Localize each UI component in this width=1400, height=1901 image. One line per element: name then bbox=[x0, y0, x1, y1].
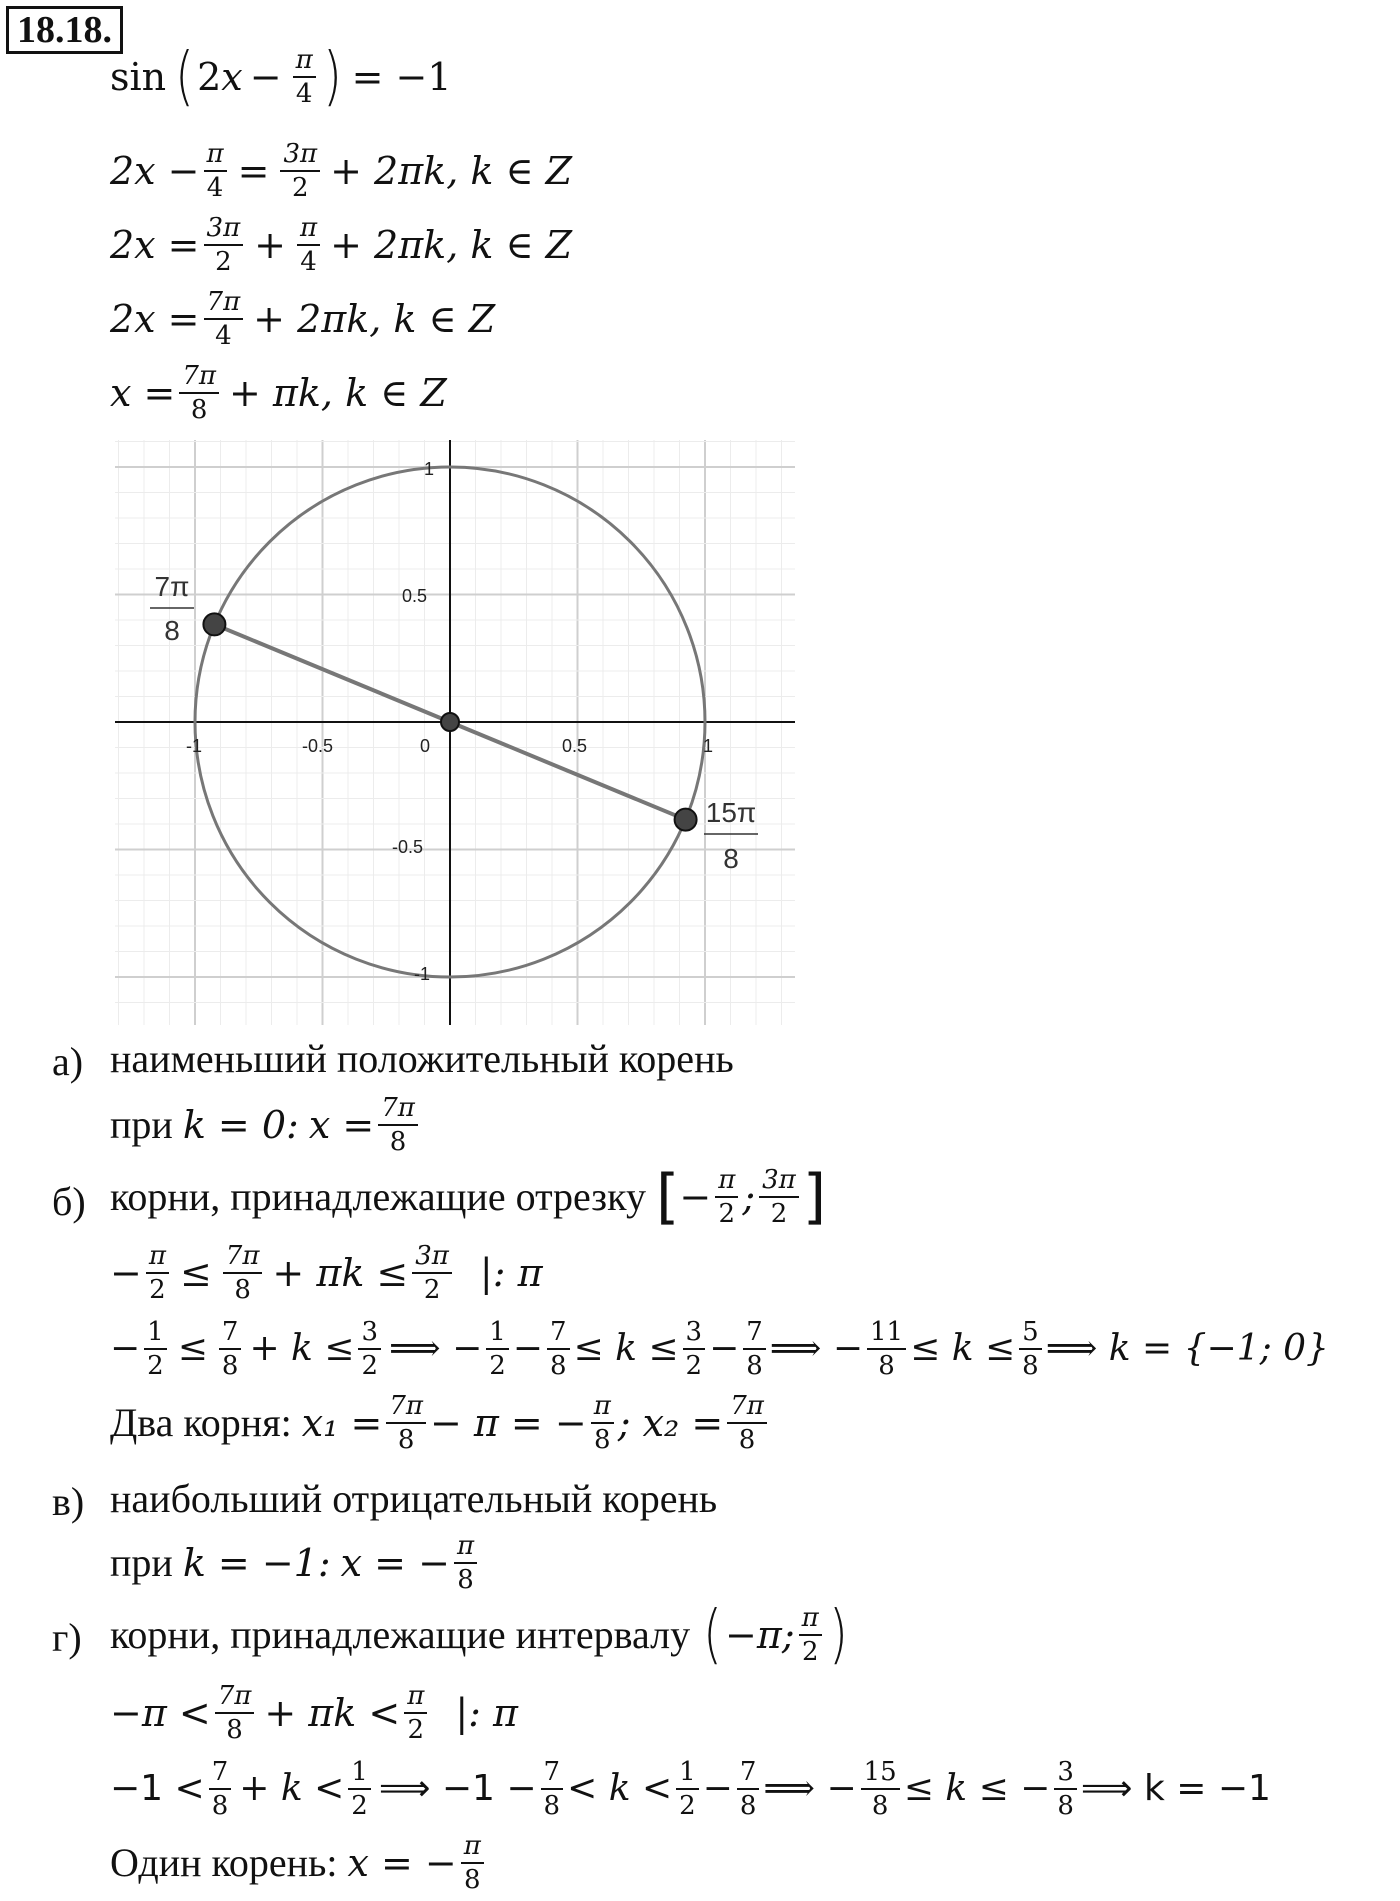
svg-text:8: 8 bbox=[723, 843, 739, 874]
x-tick-neg1: -1 bbox=[186, 736, 203, 756]
part-b-line-4: Два корня: x₁ = $\frac{7\pi}{8}$ − π = − $\frac{\pi}{8}$ ; x₂ = $\frac{7\pi}{8}$ bbox=[110, 1394, 771, 1452]
equation-line-5: x = $\frac{7\pi}{8}$ + πk, k ∈ Z bbox=[110, 361, 447, 425]
equation-line-2: 2x − $\frac{\pi}{4}$ = $\frac{3\pi}{2}$ + 2πk, k ∈ Z bbox=[110, 139, 573, 203]
y-tick-neg05: -0.5 bbox=[392, 837, 424, 857]
part-d-title: корни, принадлежащие интервалу ( −π; $\frac{\pi}{2}$ ) bbox=[110, 1598, 848, 1672]
part-c-label: в) bbox=[52, 1479, 85, 1524]
part-d-label: г) bbox=[52, 1615, 82, 1660]
point-7pi-8 bbox=[203, 613, 225, 635]
x-tick-0: 0 bbox=[420, 736, 431, 756]
svg-text:8: 8 bbox=[164, 615, 180, 646]
y-tick-05: 0.5 bbox=[402, 586, 428, 606]
part-d-line-2: −π < $\frac{7\pi}{8}$ + πk < $\frac{\pi}{2}$ |: π bbox=[110, 1681, 518, 1745]
part-a-title: наименьший положительный корень bbox=[110, 1036, 734, 1081]
equation-line-3: 2x = $\frac{3\pi}{2}$ + $\frac{\pi}{4}$ + 2πk, k ∈ Z bbox=[110, 213, 573, 277]
grid bbox=[115, 440, 795, 1025]
part-d-line-4: Один корень: x = − $\frac{\pi}{8}$ bbox=[110, 1834, 488, 1892]
svg-text:15π: 15π bbox=[705, 797, 757, 828]
point-15pi-8 bbox=[675, 809, 697, 831]
svg-text:7π: 7π bbox=[154, 571, 190, 602]
x-tick-neg05: -0.5 bbox=[302, 736, 334, 756]
part-b-label: б) bbox=[52, 1179, 86, 1224]
part-c-title: наибольший отрицательный корень bbox=[110, 1476, 718, 1521]
part-b-title: корни, принадлежащие отрезку [ − $\frac{\pi}{2}$ ; $\frac{3\pi}{2}$ ] bbox=[110, 1162, 827, 1232]
equation-line-4: 2x = $\frac{7\pi}{4}$ + 2πk, k ∈ Z bbox=[110, 287, 496, 351]
y-tick-1: 1 bbox=[424, 459, 435, 479]
part-b-line-2: − $\frac{\pi}{2}$ ≤ $\frac{7\pi}{8}$ + πk ≤ $\frac{3\pi}{2}$ |: π bbox=[110, 1241, 543, 1305]
part-a-label: а) bbox=[52, 1039, 84, 1084]
part-b-line-3: − $\frac{1}{2}$ ≤ $\frac{7}{8}$ + k ≤ $\frac{3}{2}$ ⟹ − $\frac{1}{2}$ − $\frac{7}{8}$ ≤ k ≤ $\frac{3}{2}$ − $\frac{7}{8}$ ⟹ − $\frac{11}{8}$ ≤ k ≤ $\frac{5}{8}$ ⟹ k = {−1; 0} bbox=[110, 1317, 1329, 1381]
x-tick-1: 1 bbox=[703, 736, 714, 756]
y-tick-neg1: -1 bbox=[414, 964, 431, 984]
part-d-line-3: −1 < $\frac{7}{8}$ + k < $\frac{1}{2}$ ⟹ −1 − $\frac{7}{8}$ < k < $\frac{1}{2}$ − $\frac{7}{8}$ ⟹ − $\frac{15}{8}$ ≤ k ≤ − $\frac{3}{8}$ ⟹ k = −1 bbox=[110, 1757, 1271, 1821]
label-7pi-8 bbox=[150, 571, 194, 646]
x-tick-05: 0.5 bbox=[562, 736, 588, 756]
origin-point bbox=[441, 713, 459, 731]
equation-line-1: sin ( 2 x − $\frac{\pi}{4}$ ) = −1 bbox=[110, 40, 452, 114]
problem-number: 18.18. bbox=[6, 6, 123, 54]
part-a-answer: при k = 0: x = $\frac{7\pi}{8}$ bbox=[110, 1096, 422, 1154]
part-c-answer: при k = −1: x = − $\frac{\pi}{8}$ bbox=[110, 1534, 481, 1592]
